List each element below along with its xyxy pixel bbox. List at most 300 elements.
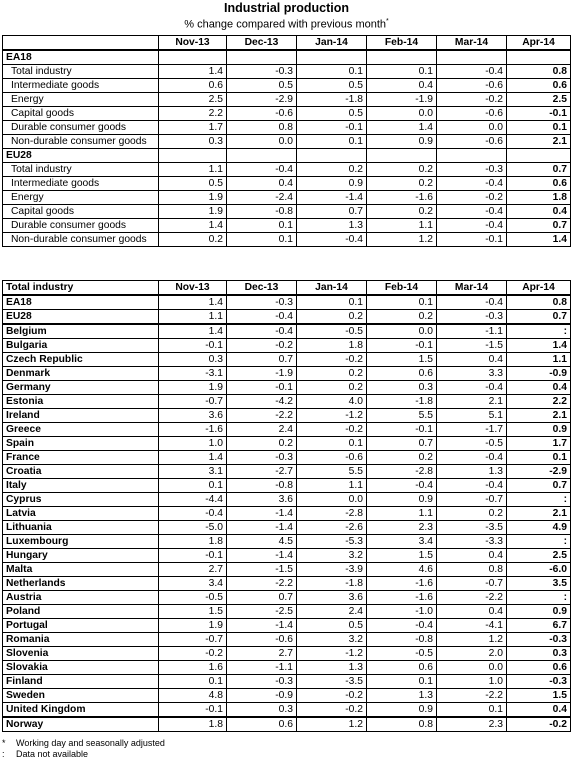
row-label: Capital goods [3, 205, 159, 219]
value-cell: 0.4 [507, 205, 571, 219]
table-row [3, 93, 571, 107]
value-cell: -0.9 [227, 689, 297, 703]
value-cell [367, 50, 437, 65]
value-cell: 2.5 [507, 549, 571, 563]
value-cell: -0.2 [437, 191, 507, 205]
row-label: United Kingdom [3, 703, 159, 718]
value-cell: 1.8 [297, 339, 367, 353]
row-label: Estonia [3, 395, 159, 409]
value-cell: 0.3 [507, 647, 571, 661]
value-cell: -1.4 [227, 619, 297, 633]
country-row [3, 591, 571, 605]
country-row [3, 507, 571, 521]
value-cell: 0.6 [159, 79, 227, 93]
value-cell [437, 149, 507, 163]
value-cell: -1.5 [227, 563, 297, 577]
row-label: Poland [3, 605, 159, 619]
value-cell: 1.6 [159, 661, 227, 675]
value-cell: : [507, 535, 571, 549]
value-cell: 1.4 [367, 121, 437, 135]
row-label: Intermediate goods [3, 79, 159, 93]
value-cell: 0.0 [367, 107, 437, 121]
value-cell: -0.3 [507, 633, 571, 647]
value-cell: -2.8 [367, 465, 437, 479]
row-label: EU28 [3, 149, 159, 163]
value-cell: 0.0 [437, 661, 507, 675]
value-cell: 0.8 [507, 65, 571, 79]
value-cell: -3.3 [437, 535, 507, 549]
value-cell: : [507, 591, 571, 605]
value-cell: 0.9 [507, 423, 571, 437]
value-cell: 0.7 [507, 219, 571, 233]
value-cell: -0.4 [227, 324, 297, 339]
value-cell: 4.8 [159, 689, 227, 703]
value-cell: -0.4 [437, 219, 507, 233]
page-title: Industrial production [224, 1, 349, 15]
footnote [2, 738, 165, 749]
row-label: Italy [3, 479, 159, 493]
table-row [3, 79, 571, 93]
value-cell: 2.5 [159, 93, 227, 107]
value-cell: 0.0 [297, 493, 367, 507]
value-cell: -0.4 [367, 479, 437, 493]
value-cell: -2.2 [437, 591, 507, 605]
value-cell: -0.6 [437, 79, 507, 93]
country-row [3, 437, 571, 451]
value-cell: -0.1 [159, 703, 227, 718]
value-cell: -0.3 [227, 675, 297, 689]
value-cell: 0.7 [227, 353, 297, 367]
row-label: Intermediate goods [3, 177, 159, 191]
value-cell: 1.0 [159, 437, 227, 451]
value-cell: 0.8 [437, 563, 507, 577]
value-cell: -1.4 [227, 521, 297, 535]
country-table [2, 280, 571, 732]
aggregate-row [3, 295, 571, 310]
column-header: Nov-13 [159, 36, 227, 51]
country-row [3, 465, 571, 479]
value-cell: -0.1 [159, 549, 227, 563]
value-cell: -0.2 [227, 339, 297, 353]
value-cell: -4.4 [159, 493, 227, 507]
value-cell: -0.3 [227, 451, 297, 465]
country-row [3, 633, 571, 647]
value-cell: 1.4 [159, 219, 227, 233]
row-label: Sweden [3, 689, 159, 703]
row-label: Non-durable consumer goods [3, 135, 159, 149]
country-row [3, 675, 571, 689]
row-label: Total industry [3, 163, 159, 177]
value-cell [159, 149, 227, 163]
value-cell: -2.7 [227, 465, 297, 479]
value-cell: 0.0 [227, 135, 297, 149]
value-cell: 1.3 [297, 219, 367, 233]
value-cell [227, 50, 297, 65]
value-cell: 2.1 [507, 507, 571, 521]
value-cell: 0.1 [297, 295, 367, 310]
value-cell: -1.5 [437, 339, 507, 353]
value-cell: -0.1 [297, 121, 367, 135]
value-cell: 0.6 [507, 79, 571, 93]
value-cell: 1.4 [159, 295, 227, 310]
value-cell: -0.4 [297, 233, 367, 247]
row-label: Cyprus [3, 493, 159, 507]
country-row [3, 423, 571, 437]
value-cell: 2.7 [159, 563, 227, 577]
value-cell: -1.4 [297, 191, 367, 205]
value-cell: -0.1 [507, 107, 571, 121]
value-cell: -1.4 [227, 507, 297, 521]
value-cell: -6.0 [507, 563, 571, 577]
value-cell: 3.3 [437, 367, 507, 381]
row-label: Denmark [3, 367, 159, 381]
country-row [3, 661, 571, 675]
value-cell: 1.5 [367, 549, 437, 563]
value-cell: -1.6 [367, 577, 437, 591]
value-cell: -0.7 [159, 633, 227, 647]
value-cell: -0.2 [297, 423, 367, 437]
table-row [3, 107, 571, 121]
product-group-table [2, 35, 571, 247]
value-cell: : [507, 324, 571, 339]
value-cell: 0.7 [507, 479, 571, 493]
value-cell: 0.5 [297, 79, 367, 93]
value-cell: -0.1 [367, 339, 437, 353]
value-cell: 1.5 [507, 689, 571, 703]
value-cell [159, 50, 227, 65]
value-cell: 1.2 [437, 633, 507, 647]
column-header: Feb-14 [367, 36, 437, 51]
row-label: Czech Republic [3, 353, 159, 367]
value-cell: -0.4 [437, 177, 507, 191]
row-label: Luxembourg [3, 535, 159, 549]
value-cell: -1.0 [367, 605, 437, 619]
value-cell: -1.8 [297, 577, 367, 591]
value-cell: -1.1 [437, 324, 507, 339]
value-cell: -0.2 [507, 717, 571, 732]
value-cell: 0.1 [507, 121, 571, 135]
column-header: Jan-14 [297, 36, 367, 51]
value-cell: -5.0 [159, 521, 227, 535]
footnote-symbol: * [2, 738, 6, 748]
value-cell: -0.4 [437, 451, 507, 465]
country-row [3, 521, 571, 535]
value-cell: -1.8 [297, 93, 367, 107]
value-cell: 0.7 [507, 163, 571, 177]
subtitle-footnote-mark: * [386, 18, 389, 25]
value-cell: -1.1 [227, 661, 297, 675]
value-cell: 0.8 [367, 717, 437, 732]
page-subtitle [0, 15, 573, 32]
row-label: Netherlands [3, 577, 159, 591]
value-cell: 1.9 [159, 619, 227, 633]
value-cell: 1.1 [159, 163, 227, 177]
value-cell: 2.3 [437, 717, 507, 732]
value-cell: -2.5 [227, 605, 297, 619]
value-cell: 0.9 [297, 177, 367, 191]
value-cell: 0.8 [227, 121, 297, 135]
value-cell: -1.7 [437, 423, 507, 437]
value-cell: 0.9 [367, 135, 437, 149]
value-cell: -0.3 [227, 295, 297, 310]
country-row [3, 451, 571, 465]
value-cell: -1.6 [367, 191, 437, 205]
column-header: Mar-14 [437, 281, 507, 296]
value-cell: 1.1 [367, 219, 437, 233]
row-label: Spain [3, 437, 159, 451]
footnote-symbol: : [2, 749, 5, 759]
row-label: Energy [3, 93, 159, 107]
value-cell: 0.4 [367, 79, 437, 93]
value-cell: -3.5 [437, 521, 507, 535]
country-row [3, 549, 571, 563]
row-label: Bulgaria [3, 339, 159, 353]
value-cell: 0.1 [297, 65, 367, 79]
value-cell: 3.5 [507, 577, 571, 591]
row-label: Belgium [3, 324, 159, 339]
value-cell: 0.6 [507, 177, 571, 191]
value-cell: -0.4 [437, 205, 507, 219]
row-label: Portugal [3, 619, 159, 633]
value-cell: -0.8 [227, 205, 297, 219]
value-cell: 3.6 [159, 409, 227, 423]
table-row [3, 65, 571, 79]
value-cell: 1.4 [507, 233, 571, 247]
row-label: EU28 [3, 310, 159, 325]
value-cell: 0.4 [227, 177, 297, 191]
value-cell: -0.4 [437, 295, 507, 310]
value-cell: 3.4 [159, 577, 227, 591]
table-row [3, 177, 571, 191]
value-cell: -0.8 [227, 479, 297, 493]
table-row [3, 121, 571, 135]
footnote [2, 749, 88, 760]
value-cell: 1.2 [297, 717, 367, 732]
value-cell: 2.0 [437, 647, 507, 661]
table-row [3, 163, 571, 177]
value-cell: 1.9 [159, 205, 227, 219]
column-header: Nov-13 [159, 281, 227, 296]
value-cell: -0.5 [367, 647, 437, 661]
country-row [3, 381, 571, 395]
row-label: Durable consumer goods [3, 219, 159, 233]
value-cell: -0.2 [297, 703, 367, 718]
value-cell: 1.3 [437, 465, 507, 479]
value-cell: 0.1 [367, 295, 437, 310]
value-cell: -0.5 [437, 437, 507, 451]
value-cell: -2.9 [507, 465, 571, 479]
value-cell: -2.2 [227, 577, 297, 591]
value-cell: 0.2 [367, 310, 437, 325]
value-cell: -0.3 [437, 310, 507, 325]
column-header: Jan-14 [297, 281, 367, 296]
value-cell: 0.3 [227, 703, 297, 718]
value-cell: -0.4 [227, 310, 297, 325]
country-row [3, 563, 571, 577]
value-cell: -2.2 [227, 409, 297, 423]
value-cell: -0.9 [507, 367, 571, 381]
row-label: Croatia [3, 465, 159, 479]
value-cell: -0.7 [437, 493, 507, 507]
value-cell: -0.3 [507, 675, 571, 689]
row-label: EA18 [3, 50, 159, 65]
value-cell [507, 149, 571, 163]
table1-corner-cell [3, 36, 159, 51]
value-cell: 0.9 [367, 493, 437, 507]
value-cell: 0.2 [367, 177, 437, 191]
row-label: France [3, 451, 159, 465]
value-cell: -1.9 [367, 93, 437, 107]
value-cell: -0.1 [159, 339, 227, 353]
value-cell: 0.7 [297, 205, 367, 219]
value-cell: 0.4 [507, 381, 571, 395]
value-cell: -2.8 [297, 507, 367, 521]
value-cell: : [507, 493, 571, 507]
value-cell: 0.3 [159, 353, 227, 367]
column-header: Feb-14 [367, 281, 437, 296]
value-cell: -0.1 [227, 381, 297, 395]
value-cell: 0.2 [297, 310, 367, 325]
group-header-row [3, 149, 571, 163]
value-cell: -0.6 [227, 107, 297, 121]
value-cell: 0.6 [367, 367, 437, 381]
value-cell: 1.9 [159, 381, 227, 395]
value-cell: -0.3 [227, 65, 297, 79]
value-cell: 6.7 [507, 619, 571, 633]
value-cell: -0.8 [367, 633, 437, 647]
value-cell: 1.1 [507, 353, 571, 367]
row-label: Slovenia [3, 647, 159, 661]
value-cell: 0.6 [367, 661, 437, 675]
value-cell: 0.8 [507, 295, 571, 310]
value-cell: -1.6 [159, 423, 227, 437]
value-cell: 0.5 [227, 79, 297, 93]
value-cell: 0.7 [367, 437, 437, 451]
value-cell: 1.1 [297, 479, 367, 493]
value-cell [367, 149, 437, 163]
value-cell: 2.1 [507, 409, 571, 423]
value-cell: 4.5 [227, 535, 297, 549]
column-header: Dec-13 [227, 36, 297, 51]
table-row [3, 205, 571, 219]
row-label: Total industry [3, 65, 159, 79]
country-row [3, 689, 571, 703]
value-cell: 3.2 [297, 549, 367, 563]
aggregate-row [3, 310, 571, 325]
row-label: Finland [3, 675, 159, 689]
value-cell: 3.2 [297, 633, 367, 647]
value-cell: 1.2 [367, 233, 437, 247]
value-cell: 1.8 [507, 191, 571, 205]
value-cell: -2.4 [227, 191, 297, 205]
value-cell: 0.6 [507, 661, 571, 675]
column-header: Apr-14 [507, 36, 571, 51]
value-cell: 5.1 [437, 409, 507, 423]
value-cell: 0.2 [297, 381, 367, 395]
value-cell: 0.0 [367, 324, 437, 339]
value-cell: -0.2 [437, 93, 507, 107]
value-cell: 0.7 [227, 591, 297, 605]
value-cell: 4.9 [507, 521, 571, 535]
value-cell: 0.7 [507, 310, 571, 325]
value-cell [437, 50, 507, 65]
country-row [3, 339, 571, 353]
country-row [3, 647, 571, 661]
value-cell: -0.2 [297, 353, 367, 367]
value-cell: 1.0 [437, 675, 507, 689]
row-label: Greece [3, 423, 159, 437]
value-cell: 5.5 [297, 465, 367, 479]
country-row [3, 703, 571, 718]
value-cell: -0.5 [297, 324, 367, 339]
subtitle-text: % change compared with previous month [184, 18, 387, 31]
row-label: Lithuania [3, 521, 159, 535]
value-cell: 0.2 [367, 205, 437, 219]
value-cell: -0.2 [159, 647, 227, 661]
row-label: Capital goods [3, 107, 159, 121]
value-cell: 3.6 [297, 591, 367, 605]
country-row [3, 619, 571, 633]
value-cell: 1.8 [159, 717, 227, 732]
value-cell: -1.2 [297, 409, 367, 423]
row-label: Germany [3, 381, 159, 395]
value-cell: -1.9 [227, 367, 297, 381]
value-cell: 3.1 [159, 465, 227, 479]
value-cell: -0.4 [437, 479, 507, 493]
value-cell: 0.1 [507, 451, 571, 465]
table-row [3, 191, 571, 205]
table-row [3, 233, 571, 247]
group-header-row [3, 50, 571, 65]
value-cell: -4.1 [437, 619, 507, 633]
value-cell: 0.3 [159, 135, 227, 149]
value-cell: 3.6 [227, 493, 297, 507]
value-cell: 0.2 [367, 451, 437, 465]
value-cell: 0.1 [159, 675, 227, 689]
value-cell: -1.2 [297, 647, 367, 661]
value-cell: 2.4 [297, 605, 367, 619]
value-cell: -0.7 [159, 395, 227, 409]
value-cell: 1.4 [159, 324, 227, 339]
value-cell: 4.6 [367, 563, 437, 577]
country-row [3, 479, 571, 493]
value-cell: -1.6 [367, 591, 437, 605]
value-cell: 1.5 [159, 605, 227, 619]
value-cell: -2.6 [297, 521, 367, 535]
value-cell: 0.4 [507, 703, 571, 718]
value-cell: 0.4 [437, 605, 507, 619]
row-label: Austria [3, 591, 159, 605]
value-cell: 0.6 [227, 717, 297, 732]
country-row [3, 367, 571, 381]
country-row [3, 493, 571, 507]
value-cell: 2.2 [507, 395, 571, 409]
footnote-text: Data not available [16, 749, 89, 759]
value-cell: -0.3 [437, 163, 507, 177]
value-cell: 1.3 [367, 689, 437, 703]
value-cell: 0.1 [227, 219, 297, 233]
value-cell: 1.7 [159, 121, 227, 135]
value-cell: 0.1 [297, 437, 367, 451]
value-cell: 1.5 [367, 353, 437, 367]
value-cell [297, 50, 367, 65]
value-cell: 0.1 [227, 233, 297, 247]
table1-header-row [3, 36, 571, 51]
value-cell: 0.1 [367, 675, 437, 689]
row-label: Romania [3, 633, 159, 647]
country-row [3, 605, 571, 619]
country-row [3, 409, 571, 423]
